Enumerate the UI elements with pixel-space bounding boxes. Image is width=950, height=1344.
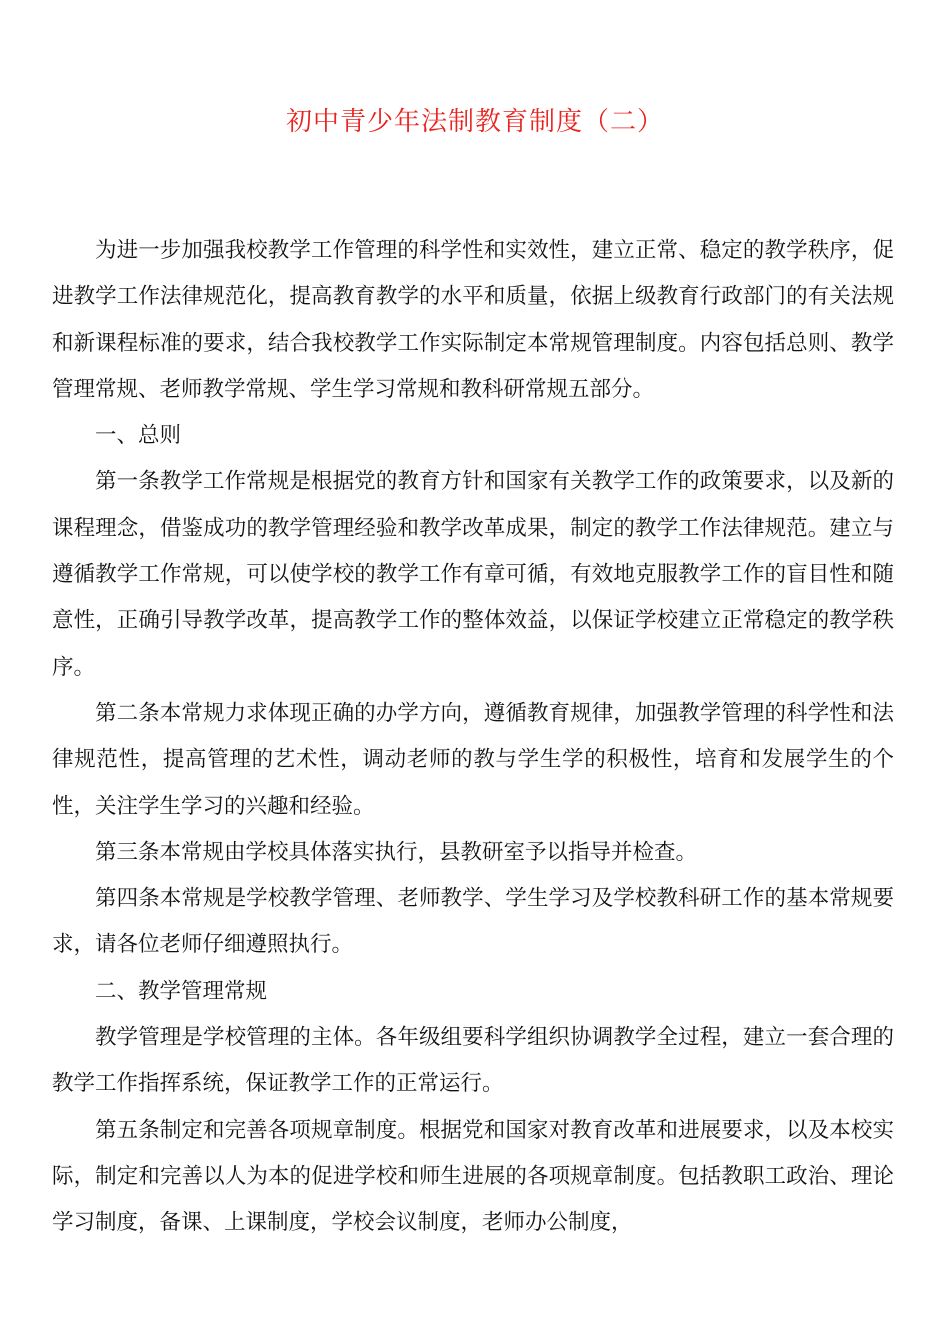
paragraph-article-4: 第四条本常规是学校教学管理、老师教学、学生学习及学校教科研工作的基本常规要求，请各位老师仔细遵照执行。 xyxy=(52,886,894,958)
paragraph-article-3: 第三条本常规由学校具体落实执行，县教研室予以指导并检查。 xyxy=(95,839,698,865)
paragraph-article-1: 第一条教学工作常规是根据党的教育方针和国家有关教学工作的政策要求，以及新的课程理念，借鉴成功的教学管理经验和教学改革成果，制定的教学工作法律规范。建立与遵循教学工作常规，可以使学校的教学工作有章可循，有效地克服教学工作的盲目性和随意性，正确引导教学改革，提高教学工作的整体效益，以保证学校建立正常稳定的教学秩序。 xyxy=(52,469,894,680)
paragraph-teaching-management: 教学管理是学校管理的主体。各年级组要科学组织协调教学全过程，建立一套合理的教学工作指挥系统，保证教学工作的正常运行。 xyxy=(52,1025,894,1097)
paragraph-article-5: 第五条制定和完善各项规章制度。根据党和国家对教育改革和进展要求，以及本校实际，制定和完善以人为本的促进学校和师生进展的各项规章制度。包括教职工政治、理论学习制度，备课、上课制度，学校会议制度，老师办公制度， xyxy=(52,1117,894,1236)
section-heading-general: 一、总则 xyxy=(95,423,182,449)
paragraph-article-2: 第二条本常规力求体现正确的办学方向，遵循教育规律，加强教学管理的科学性和法律规范性，提高管理的艺术性，调动老师的教与学生学的积极性，培育和发展学生的个性，关注学生学习的兴趣和经验。 xyxy=(52,700,894,819)
section-heading-teaching-management: 二、教学管理常规 xyxy=(95,978,268,1004)
document-title: 初中青少年法制教育制度（二） xyxy=(285,107,664,137)
document-body xyxy=(52,228,894,1247)
paragraph-intro: 为进一步加强我校教学工作管理的科学性和实效性，建立正常、稳定的教学秩序，促进教学工作法律规范化，提高教育教学的水平和质量，依据上级教育行政部门的有关法规和新课程标准的要求，结合我校教学工作实际制定本常规管理制度。内容包括总则、教学管理常规、老师教学常规、学生学习常规和教科研常规五部分。 xyxy=(52,238,894,402)
